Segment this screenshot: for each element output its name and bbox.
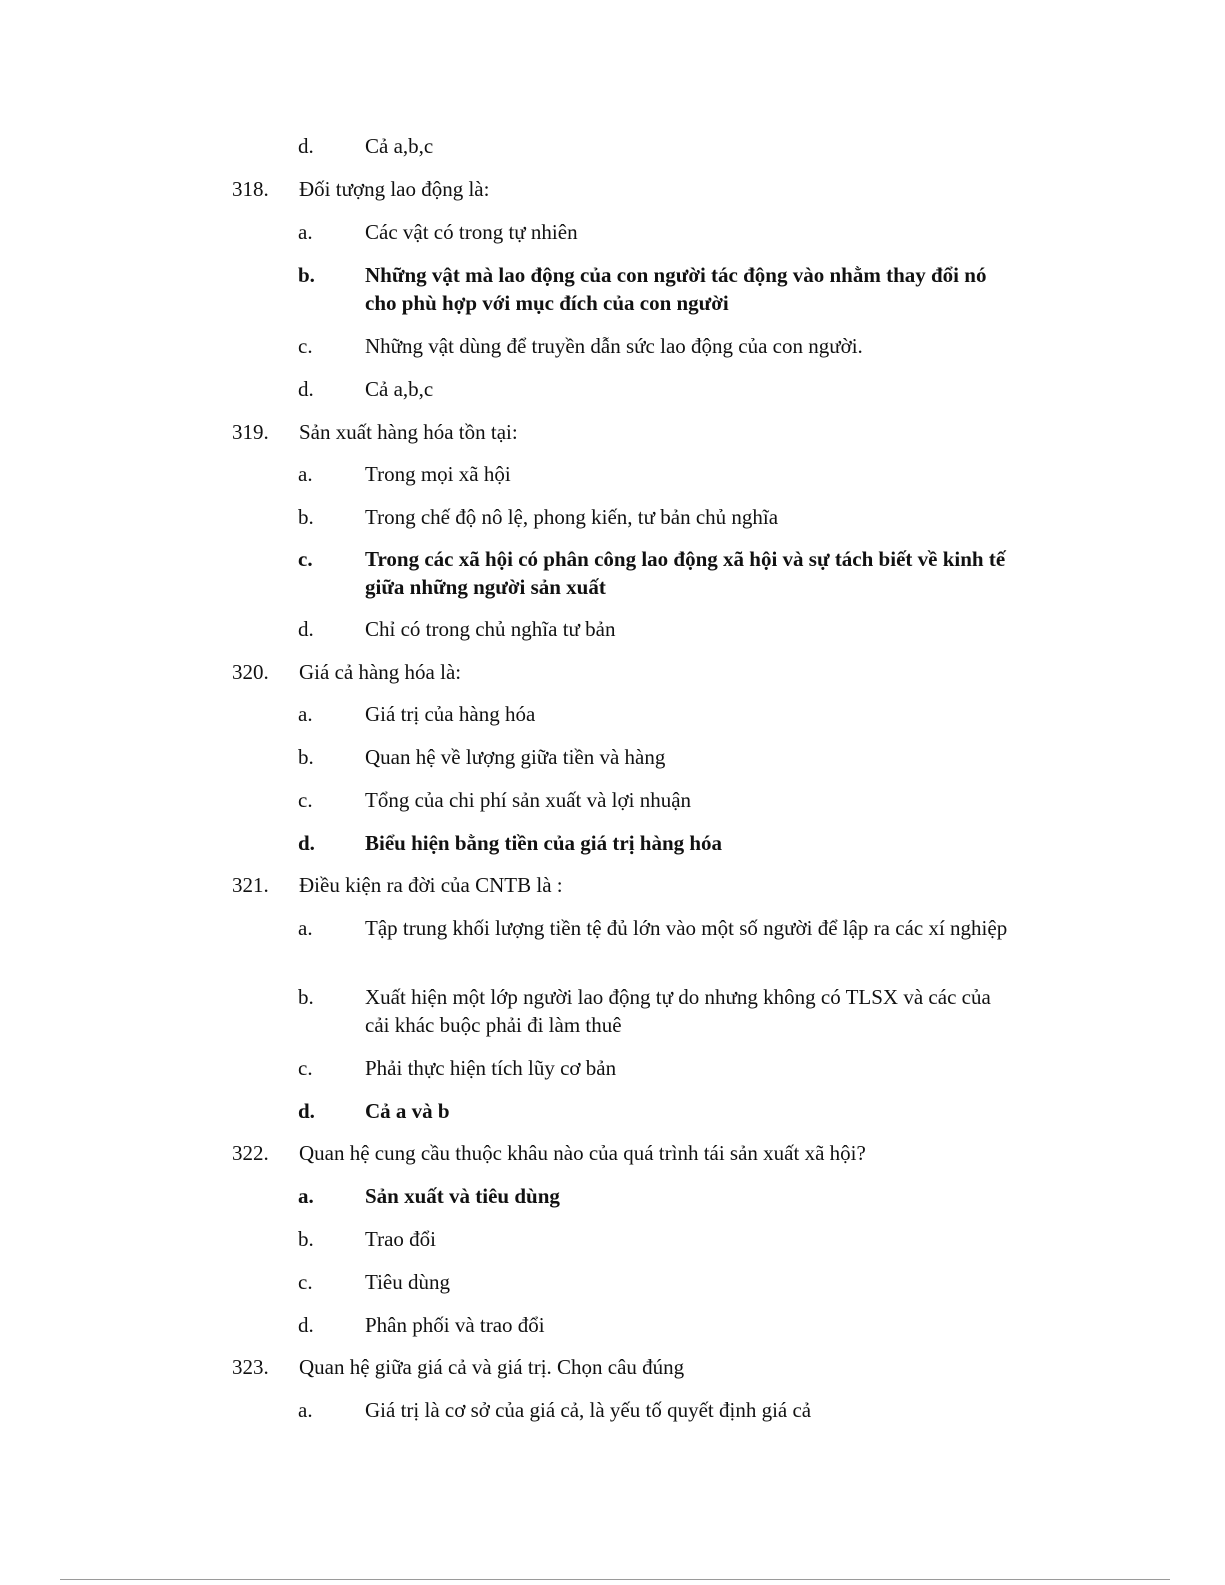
option-text: Những vật mà lao động của con người tác động vào nhằm thay đổi nó cho phù hợp với mục đích của con người [365, 263, 987, 315]
question-text: Giá cả hàng hóa là: [299, 660, 462, 684]
question-text: Đối tượng lao động là: [299, 177, 490, 201]
option-letter: d. [298, 1313, 314, 1337]
option-letter: d. [298, 617, 314, 641]
option-text: Giá trị là cơ sở của giá cả, là yếu tố quyết định giá cả [365, 1398, 812, 1422]
option-letter: c. [298, 547, 313, 571]
option-letter: d. [298, 134, 314, 158]
option-text: Sản xuất và tiêu dùng [365, 1184, 560, 1208]
option-letter: a. [298, 916, 313, 940]
option-text: Những vật dùng để truyền dẫn sức lao động của con người. [365, 334, 863, 358]
option-text: Trong chế độ nô lệ, phong kiến, tư bản chủ nghĩa [365, 505, 779, 529]
question-text: Sản xuất hàng hóa tồn tại: [299, 420, 518, 444]
option-text: Cả a,b,c [365, 377, 434, 401]
option-letter: b. [298, 1227, 314, 1251]
option-letter: d. [298, 1099, 315, 1123]
option-text: Cả a và b [365, 1099, 450, 1123]
question-number: 319. [232, 420, 269, 444]
option-letter: d. [298, 377, 314, 401]
option-text: Tiêu dùng [365, 1270, 450, 1294]
option-letter: b. [298, 985, 314, 1009]
option-text: Quan hệ về lượng giữa tiền và hàng [365, 745, 666, 769]
question-text: Điều kiện ra đời của CNTB là : [299, 873, 563, 897]
question-number: 320. [232, 660, 269, 684]
option-text: Xuất hiện một lớp người lao động tự do nhưng không có TLSX và các của cải khác buộc phải đi làm thuê [365, 985, 991, 1037]
option-text: Trong các xã hội có phân công lao động xã hội và sự tách biết về kinh tế giữa những người sản xuất [365, 547, 1006, 599]
question-number: 318. [232, 177, 269, 201]
option-letter: a. [298, 702, 313, 726]
page-bottom-rule [60, 1579, 1170, 1580]
option-letter: b. [298, 745, 314, 769]
option-letter: c. [298, 1056, 313, 1080]
option-letter: a. [298, 220, 313, 244]
option-text: Trao đổi [365, 1227, 436, 1251]
option-text: Giá trị của hàng hóa [365, 702, 536, 726]
option-letter: a. [298, 462, 313, 486]
option-letter: a. [298, 1398, 313, 1422]
option-text: Phải thực hiện tích lũy cơ bản [365, 1056, 617, 1080]
option-text: Biểu hiện bằng tiền của giá trị hàng hóa [365, 831, 723, 855]
question-number: 322. [232, 1141, 269, 1165]
question-number: 323. [232, 1355, 269, 1379]
option-letter: a. [298, 1184, 314, 1208]
option-text: Chỉ có trong chủ nghĩa tư bản [365, 617, 616, 641]
option-text: Trong mọi xã hội [365, 462, 511, 486]
option-text: Tổng của chi phí sản xuất và lợi nhuận [365, 788, 692, 812]
option-letter: d. [298, 831, 315, 855]
option-letter: b. [298, 505, 314, 529]
option-letter: b. [298, 263, 315, 287]
question-text: Quan hệ giữa giá cả và giá trị. Chọn câu đúng [299, 1355, 685, 1379]
question-number: 321. [232, 873, 269, 897]
option-text: Phân phối và trao đổi [365, 1313, 545, 1337]
option-text: Các vật có trong tự nhiên [365, 220, 578, 244]
option-letter: c. [298, 788, 313, 812]
option-letter: c. [298, 334, 313, 358]
option-text: Tập trung khối lượng tiền tệ đủ lớn vào một số người để lập ra các xí nghiệp [365, 916, 1008, 940]
question-text: Quan hệ cung cầu thuộc khâu nào của quá trình tái sản xuất xã hội? [299, 1141, 866, 1165]
option-letter: c. [298, 1270, 313, 1294]
option-text: Cả a,b,c [365, 134, 434, 158]
